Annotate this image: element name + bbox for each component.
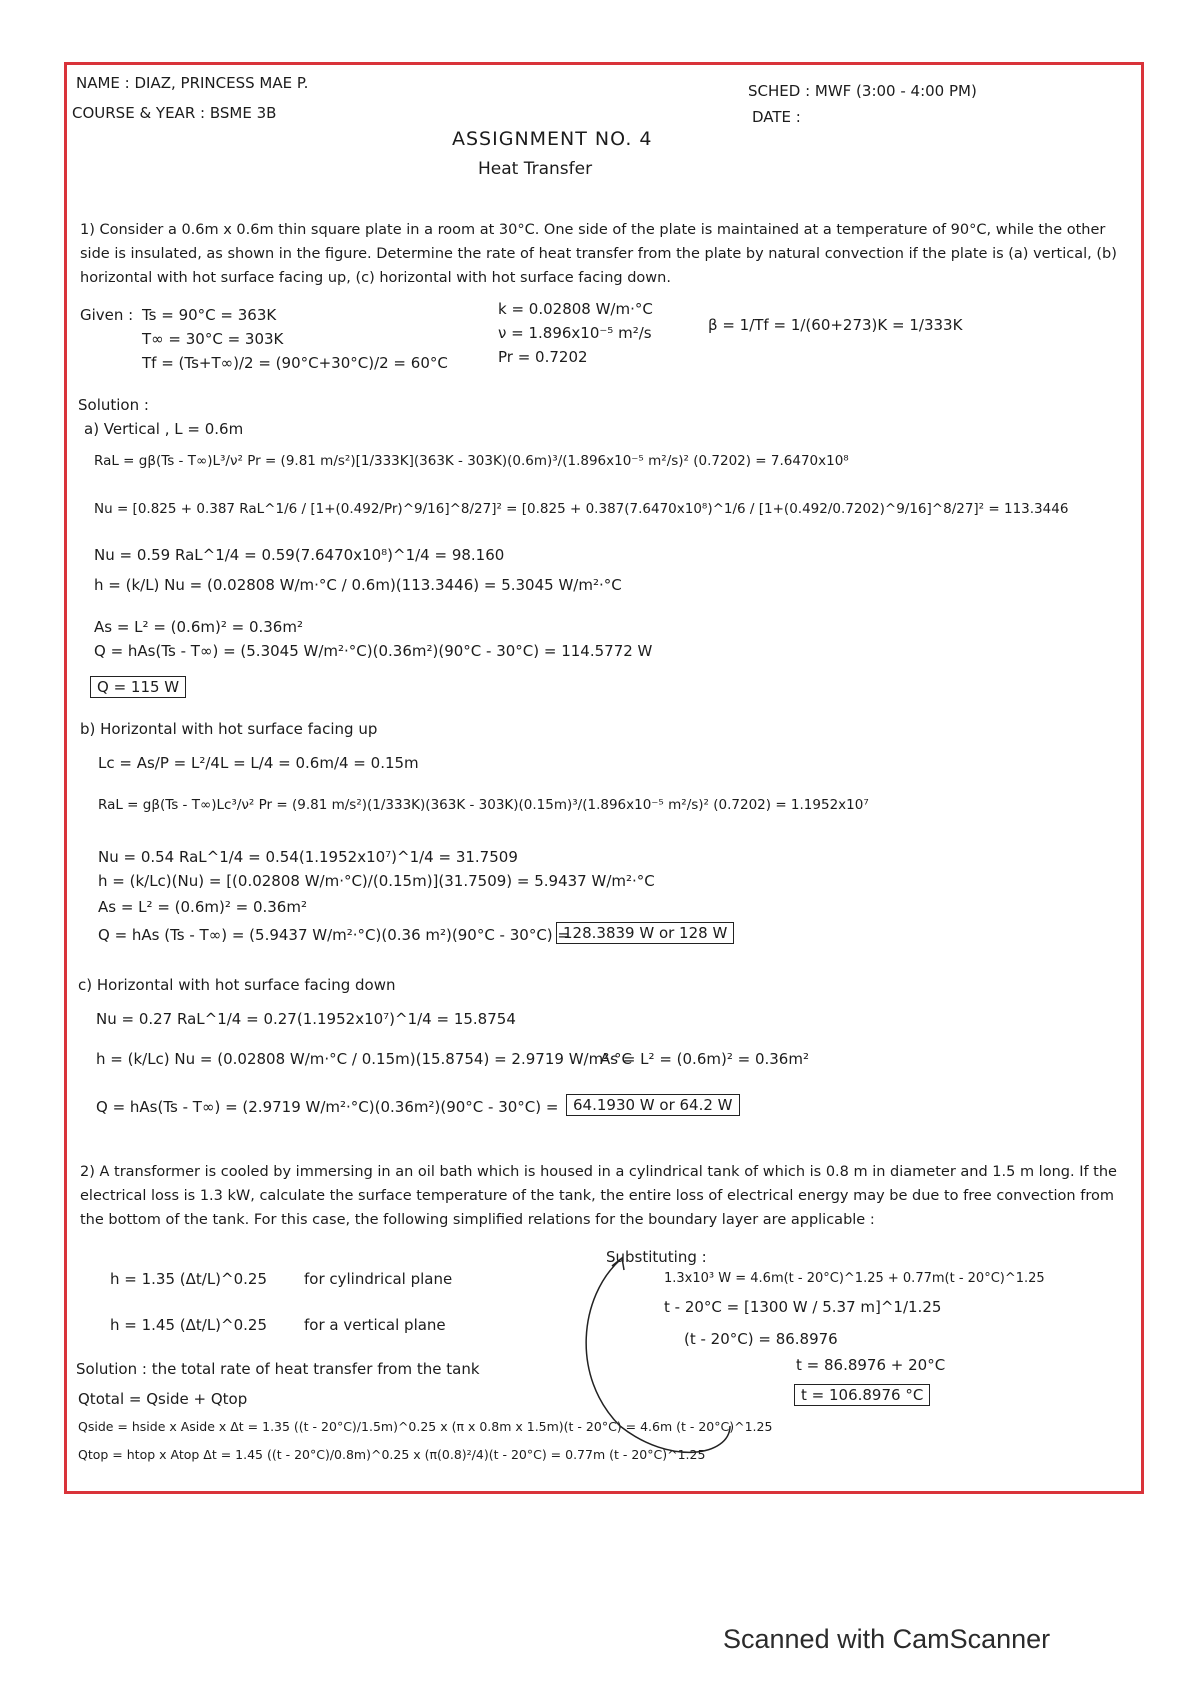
property-line: Pr = 0.7202 [498, 348, 588, 366]
given-line: Ts = 90°C = 363K [142, 306, 277, 324]
property-line: ν = 1.896x10⁻⁵ m²/s [498, 324, 652, 342]
problem-1-statement: 1) Consider a 0.6m x 0.6m thin square plate in a room at 30°C. One side of the plate is maintained at a temperature of 90°C, while the other side is insulated, as shown in the figure. Determine the rate of heat transfer from the plate by natural convection if the plate is (a) vertical, (b) horizontal with hot surface facing up, (c) horizontal with hot surface facing down. [80, 222, 1117, 286]
part-c-label: c) Horizontal with hot surface facing down [78, 976, 396, 994]
part-b-line: As = L² = (0.6m)² = 0.36m² [98, 898, 307, 916]
date-field: DATE : [752, 108, 801, 126]
property-line: k = 0.02808 W/m·°C [498, 300, 653, 318]
substituting-label: Substituting : [606, 1248, 707, 1266]
solution-line: Qtotal = Qside + Qtop [78, 1390, 248, 1408]
part-b-line: Q = hAs (Ts - T∞) = (5.9437 W/m²·°C)(0.36 m²)(90°C - 30°C) = [98, 926, 570, 944]
part-b-label: b) Horizontal with hot surface facing up [80, 720, 378, 738]
course-year: COURSE & YEAR : BSME 3B [72, 104, 277, 122]
part-b-line: Lc = As/P = L²/4L = L/4 = 0.6m/4 = 0.15m [98, 754, 419, 772]
part-a-line: RaL = gβ(Ts - T∞)L³/ν² Pr = (9.81 m/s²)[1/333K](363K - 303K)(0.6m)³/(1.896x10⁻⁵ m²/s)² (0.7202) = 7.6470x10⁸ [94, 453, 849, 469]
part-c-line: Nu = 0.27 RaL^1/4 = 0.27(1.1952x10⁷)^1/4 = 15.8754 [96, 1010, 516, 1028]
given-line: T∞ = 30°C = 303K [142, 330, 284, 348]
given-line: Tf = (Ts+T∞)/2 = (90°C+30°C)/2 = 60°C [142, 354, 448, 372]
problem-2-statement: 2) A transformer is cooled by immersing in an oil bath which is housed in a cylindrical tank of which is 0.8 m in diameter and 1.5 m long. If the electrical loss is 1.3 kW, calculate the surface temperature of the tank, the entire loss of electrical energy may be due to free convection from the bottom of the tank. For this case, the following simplified relations for the boundary layer are applicable : [80, 1164, 1117, 1228]
part-b-line: RaL = gβ(Ts - T∞)Lc³/ν² Pr = (9.81 m/s²)(1/333K)(363K - 303K)(0.15m)³/(1.896x10⁻⁵ m²/s)² (0.7202) = 1.1952x10⁷ [98, 797, 869, 813]
part-a-line: As = L² = (0.6m)² = 0.36m² [94, 618, 303, 636]
final-answer: t = 106.8976 °C [794, 1384, 930, 1406]
relation-cylindrical: h = 1.35 (Δt/L)^0.25 [110, 1270, 268, 1288]
problem-2-solution-label: Solution : the total rate of heat transfer from the tank [76, 1360, 480, 1378]
part-a-line: h = (k/L) Nu = (0.02808 W/m·°C / 0.6m)(113.3446) = 5.3045 W/m²·°C [94, 576, 622, 594]
substituting-line: t - 20°C = [1300 W / 5.37 m]^1/1.25 [664, 1298, 942, 1316]
part-a-line: Nu = [0.825 + 0.387 RaL^1/6 / [1+(0.492/Pr)^9/16]^8/27]² = [0.825 + 0.387(7.6470x10⁸)^1/6 / [1+(0.492/0.7202)^9/16]^8/27]² = 113.3446 [94, 501, 1069, 517]
part-a-answer: Q = 115 W [90, 676, 186, 698]
solution-label: Solution : [78, 396, 149, 414]
part-b-answer: 128.3839 W or 128 W [556, 922, 734, 944]
part-a-line: Q = hAs(Ts - T∞) = (5.3045 W/m²·°C)(0.36m²)(90°C - 30°C) = 114.5772 W [94, 642, 653, 660]
schedule: SCHED : MWF (3:00 - 4:00 PM) [748, 82, 977, 100]
part-a-line: Nu = 0.59 RaL^1/4 = 0.59(7.6470x10⁸)^1/4 = 98.160 [94, 546, 505, 564]
relation-vertical-note: for a vertical plane [304, 1316, 446, 1334]
solution-line: Qtop = htop x Atop Δt = 1.45 ((t - 20°C)/0.8m)^0.25 x (π(0.8)²/4)(t - 20°C) = 0.77m (t - 20°C)^1.25 [78, 1447, 706, 1462]
given-label: Given : [80, 306, 134, 324]
part-c-line: As = L² = (0.6m)² = 0.36m² [600, 1050, 809, 1068]
part-b-line: Nu = 0.54 RaL^1/4 = 0.54(1.1952x10⁷)^1/4 = 31.7509 [98, 848, 518, 866]
student-name: NAME : DIAZ, PRINCESS MAE P. [76, 74, 309, 92]
final-line: t = 86.8976 + 20°C [796, 1356, 946, 1374]
assignment-subtitle: Heat Transfer [478, 159, 593, 179]
part-c-line: h = (k/Lc) Nu = (0.02808 W/m·°C / 0.15m)(15.8754) = 2.9719 W/m²·°C [96, 1050, 632, 1068]
substituting-line: (t - 20°C) = 86.8976 [684, 1330, 838, 1348]
substitution-arrow [560, 1256, 800, 1476]
relation-cylindrical-note: for cylindrical plane [304, 1270, 453, 1288]
scanner-watermark: Scanned with CamScanner [723, 1624, 1051, 1654]
part-c-line: Q = hAs(Ts - T∞) = (2.9719 W/m²·°C)(0.36m²)(90°C - 30°C) = [96, 1098, 559, 1116]
part-c-answer: 64.1930 W or 64.2 W [566, 1094, 740, 1116]
beta-expression: β = 1/Tf = 1/(60+273)K = 1/333K [708, 316, 963, 334]
assignment-title: ASSIGNMENT NO. 4 [452, 128, 653, 150]
part-b-line: h = (k/Lc)(Nu) = [(0.02808 W/m·°C)/(0.15m)](31.7509) = 5.9437 W/m²·°C [98, 872, 655, 890]
part-a-label: a) Vertical , L = 0.6m [84, 420, 244, 438]
solution-line: Qside = hside x Aside x Δt = 1.35 ((t - 20°C)/1.5m)^0.25 x (π x 0.8m x 1.5m)(t - 20°C) = 4.6m (t - 20°C)^1.25 [78, 1419, 773, 1434]
relation-vertical: h = 1.45 (Δt/L)^0.25 [110, 1316, 268, 1334]
substituting-line: 1.3x10³ W = 4.6m(t - 20°C)^1.25 + 0.77m(t - 20°C)^1.25 [664, 1271, 1045, 1286]
